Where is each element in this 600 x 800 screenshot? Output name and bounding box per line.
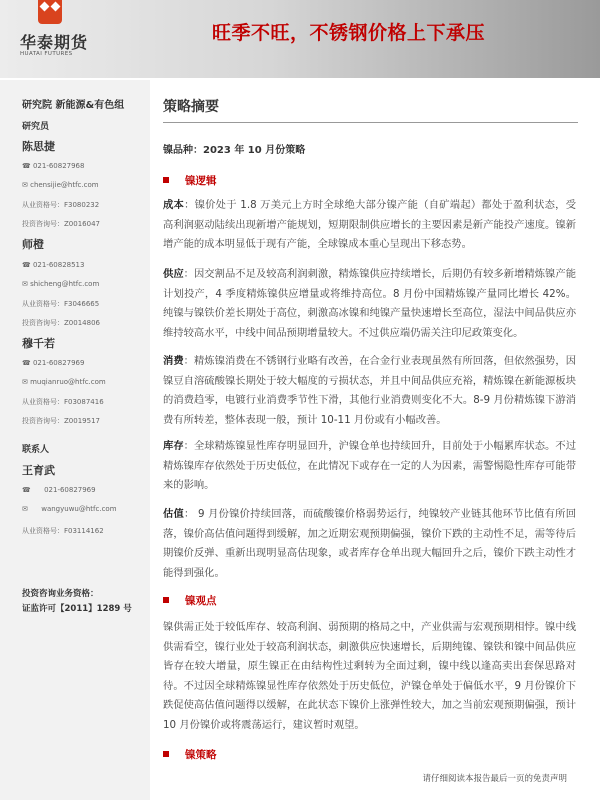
logo-text-en: HUATAI FUTURES — [20, 51, 73, 57]
strategy-heading — [163, 747, 217, 762]
heading-text: 镍逻辑 — [185, 175, 217, 187]
paragraph-supply — [163, 265, 576, 343]
phone — [22, 486, 96, 494]
phone-icon: ☎ — [22, 162, 33, 170]
huatai-logo-icon — [38, 0, 62, 24]
researcher-name: 师橙 — [22, 238, 44, 251]
para-label: 供应 — [163, 268, 184, 280]
license-number: 证监许可【2011】1289 号 — [22, 604, 132, 614]
section-title: 策略摘要 — [163, 99, 219, 115]
paragraph-inventory — [163, 437, 576, 496]
email-link[interactable]: wangyuwu@htfc.com — [41, 505, 117, 513]
email-link[interactable]: muqianruo@htfc.com — [30, 378, 106, 386]
mail-icon: ✉ — [22, 181, 31, 189]
qualification: 从业资格号：F03114162 — [22, 527, 104, 535]
contact-name: 王育武 — [22, 464, 55, 477]
heading-text: 镍策略 — [185, 749, 217, 761]
contact-label: 联系人 — [22, 445, 50, 455]
square-bullet-icon — [163, 177, 169, 183]
para-text: ：镍价处于 1.8 万美元上方时全球绝大部分镍产能（自矿端起）都处于盈利状态，受高利润驱动陆续出现新增产能规划，短期限制供应增长的主要因素是新产能投产速度。镍新增产能的成本明显低于现有产能，全球镍成本重心呈现出下移态势。 — [163, 199, 577, 251]
researcher-name: 穆千若 — [22, 337, 55, 350]
phone-number: 021-60827969 — [32, 359, 85, 367]
square-bullet-icon — [163, 751, 169, 757]
mail-icon: ✉ — [22, 280, 31, 288]
phone — [22, 359, 84, 367]
qualification: 从业资格号：F3080232 — [22, 201, 100, 209]
para-text: ： 9 月份镍价持续回落，而硫酸镍价格弱势运行，纯镍较产业链其他环节比值有所回落，镍价高估值问题得到缓解，加之近期宏观预期偏强，镍价下跌的主动性不足，需等待后期镍价反弹、重新出现明显高估现象，或者库存仓单出现大幅回升之后，镍价下跌主动性才能得到强化。 — [163, 508, 576, 579]
researcher-name: 陈思捷 — [22, 140, 55, 153]
view-heading — [163, 593, 217, 608]
invest-number: 投资咨询号：Z0016047 — [22, 220, 100, 228]
phone-number: 021-60828513 — [32, 261, 85, 269]
license-title: 投资咨询业务资格： — [22, 589, 99, 599]
invest-number: 投资咨询号：Z0019517 — [22, 417, 100, 425]
logic-heading — [163, 173, 217, 188]
para-text: ：全球精炼镍显性库存明显回升，沪镍仓单也持续回升，目前处于小幅累库状态。不过精炼镍库存依然处于历史低位，在此情况下或存在一定的人为因素，需警惕隐性库存可能带来的影响。 — [163, 440, 577, 492]
phone-number: 021-60827968 — [32, 162, 85, 170]
email[interactable] — [22, 378, 106, 386]
mail-icon: ✉ — [22, 505, 42, 513]
square-bullet-icon — [163, 597, 169, 603]
report-header — [0, 0, 600, 78]
logo-text-cn: 华泰期货 — [20, 33, 89, 52]
email[interactable] — [22, 505, 117, 513]
variety-label: 镍品种：2023 年 10 月份策略 — [163, 145, 306, 156]
paragraph-view: 镍供需正处于较低库存、较高利润、弱预期的格局之中，产业供需与宏观预期相悖。镍中线供需看空，镍行业处于较高利润状态，刺激供应快速增长，后期纯镍、镍铁和镍中间品供应皆存在较大增量，原生镍正在由结构性过剩转为全面过剩，镍中线以逢高卖出套保思路对待。不过因全球精炼镍显性库存依然处于历史低位，沪镍仓单处于偏低水平，9 月份镍价下跌促使高估值问题得以缓解，在此状态下镍价上涨弹性较大，加之当前宏观预期偏强，预计 10 月份镍价或将震荡运行，建议暂时观望。 — [163, 621, 576, 731]
phone-number: 021-60827969 — [44, 486, 96, 494]
qualification: 从业资格号：F03087416 — [22, 398, 104, 406]
department: 研究院 新能源&有色组 — [22, 100, 125, 111]
heading-text: 镍观点 — [185, 595, 217, 607]
para-label: 消费 — [163, 355, 184, 367]
disclaimer-note: 请仔细阅读本报告最后一页的免责声明 — [422, 774, 567, 784]
mail-icon: ✉ — [22, 378, 31, 386]
invest-number: 投资咨询号：Z0014806 — [22, 319, 100, 327]
paragraph-consumption — [163, 352, 576, 430]
phone — [22, 162, 84, 170]
phone — [22, 261, 84, 269]
email[interactable] — [22, 181, 99, 189]
email[interactable] — [22, 280, 99, 288]
report-title: 旺季不旺，不锈钢价格上下承压 — [212, 22, 486, 44]
para-text: ：因交割品不足及较高利润刺激，精炼镍供应持续增长，后期仍有较多新增精炼镍产能计划投产，4 季度精炼镍供应增量或将维持高位。8 月份中国精炼镍产量同比增长 42%。纯镍与镍铁价差长期处于高位，刺激高冰镍和纯镍产量快速增长至高位，湿法中间品供应亦维持较高水平，中线中间品预期增量较大。不过供应端仍需关注印尼政策变化。 — [163, 268, 577, 339]
phone-icon: ☎ — [22, 261, 33, 269]
qualification: 从业资格号：F3046665 — [22, 300, 100, 308]
para-label: 成本 — [163, 199, 185, 211]
paragraph-cost — [163, 196, 576, 255]
email-link[interactable]: shicheng@htfc.com — [30, 280, 100, 288]
email-link[interactable]: chensijie@htfc.com — [30, 181, 99, 189]
para-label: 估值 — [163, 508, 185, 520]
phone-icon: ☎ — [22, 486, 45, 494]
phone-icon: ☎ — [22, 359, 33, 367]
divider — [163, 122, 578, 123]
researchers-label: 研究员 — [22, 122, 50, 132]
para-text: ：精炼镍消费在不锈钢行业略有改善，在合金行业表现虽然有所回落，但依然强势，因镍豆自溶硫酸镍长期处于较大幅度的亏损状态，并且中间品供应充裕，精炼镍在新能源板块的消费趋零，电镀行业消费季节性下滑，其他行业消费则变化不大。8-9 月份精炼镍下游消费有所转差，整体表现一般，预计 10-11 月份或有小幅改善。 — [163, 355, 577, 426]
paragraph-valuation — [163, 505, 576, 583]
para-label: 库存 — [163, 440, 184, 452]
